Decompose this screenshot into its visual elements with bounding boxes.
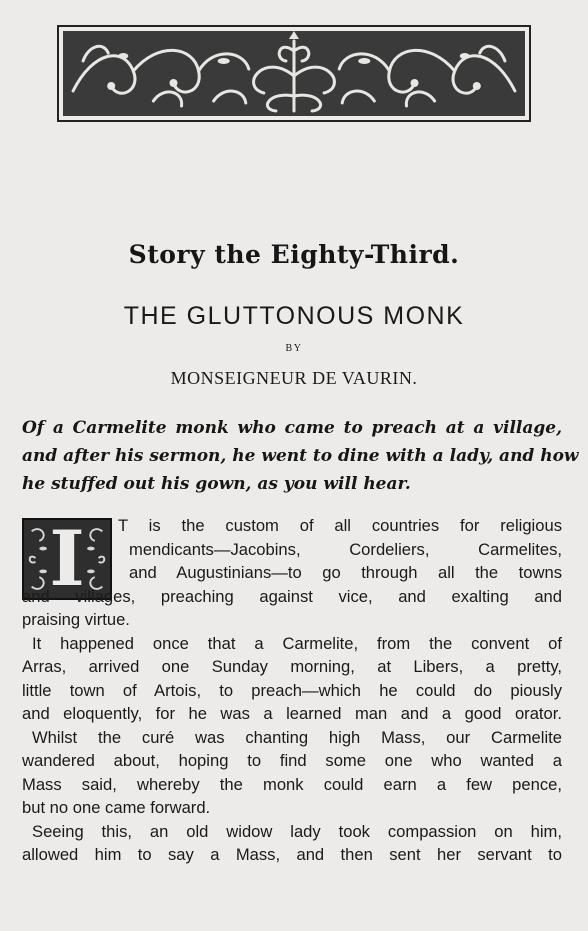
body-line: but no one came forward.: [22, 798, 211, 817]
headpiece-ornament: [57, 25, 531, 122]
body-line: Whilst the curé was chanting high Mass, our Carmelite: [32, 727, 562, 747]
argument-line: and after his sermon, he went to dine with a lady, and how: [22, 446, 579, 466]
story-title: Story the Eighty-Third.: [128, 240, 460, 269]
story-body: [22, 514, 562, 867]
body-line: and Augustinians—to go through all the towns: [129, 563, 562, 582]
floral-ornament-icon: [63, 31, 525, 116]
body-line: little town of Artois, to preach—which he could do piously: [22, 680, 562, 700]
body-line: and eloquently, for he was a learned man and a good orator.: [22, 704, 562, 723]
byline-label: BY: [285, 343, 303, 354]
body-line: Mass said, whereby the monk could earn a few pence,: [22, 774, 562, 794]
body-line: T is the custom of all countries for religious: [118, 516, 562, 535]
dropcap-letter: I: [49, 514, 85, 603]
body-line: praising virtue.: [22, 610, 130, 629]
body-line: mendicants—Jacobins, Cordeliers, Carmelites,: [129, 539, 562, 559]
argument-line: he stuffed out his gown, as you will hear.: [22, 474, 411, 494]
body-line: It happened once that a Carmelite, from the convent of: [32, 633, 562, 653]
argument-line: Of a Carmelite monk who came to preach at a village,: [22, 418, 562, 438]
body-line: wandered about, hoping to find some one who wanted a: [22, 751, 562, 770]
body-line: allowed him to say a Mass, and then sent her servant to: [22, 845, 562, 864]
body-line: Seeing this, an old widow lady took compassion on him,: [32, 821, 562, 841]
body-line: and villages, preaching against vice, and exalting and: [22, 586, 562, 606]
tale-title: THE GLUTTONOUS MONK: [123, 302, 465, 330]
story-argument: [22, 414, 579, 498]
author-name: MONSEIGNEUR DE VAURIN.: [170, 368, 418, 388]
body-line: Arras, arrived one Sunday morning, at Libers, a pretty,: [22, 657, 562, 676]
